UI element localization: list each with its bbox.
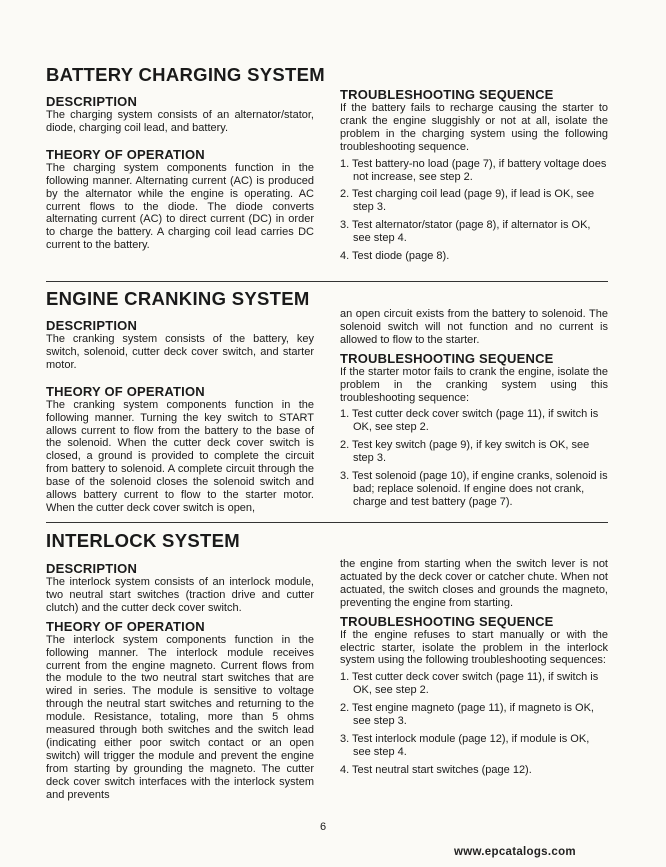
battery-description-text: The charging system consists of an alternator/stator, diode, charging coil lead, and battery. — [46, 109, 314, 134]
interlock-theory-text: The interlock system components function in the following manner. The interlock module receives current from the engine magneto. Current flows from the module to the two neutral start switches that are wired in series. The module is sensitive to voltage through the neutral start switches and returning to the module. Resistance, totaling, more than 5 ohms measured through both switches and the switch lead (indicating either poor switch contact or an open switch) will trigger the module and prevent the engine from starting by grounding the magneto. The cutter deck cover switch interfaces with the interlock system and prevents — [46, 633, 314, 801]
cranking-theory-text: The cranking system components function in the following manner. Turning the key switch to START allows current to flow from the battery to the base of the solenoid. When the cutter deck cover switch is closed, a ground is provided to complete the circuit from battery to solenoid. A complete circuit through the base of the solenoid closes the solenoid switch and allows battery current to flow to the starter motor. When the cutter deck cover switch is open, — [46, 398, 314, 514]
cranking-section-title: ENGINE CRANKING SYSTEM — [46, 288, 310, 309]
list-item: 1. Test battery-no load (page 7), if battery voltage does not increase, see step 2. — [340, 157, 607, 183]
page-number: 6 — [320, 821, 327, 833]
cranking-right-column — [340, 308, 608, 509]
interlock-troubleshooting-intro: If the engine refuses to start manually or with the electric starter, isolate the problem in the interlock system using the following troubleshooting sequences: — [340, 628, 608, 667]
interlock-description-text: The interlock system consists of an interlock module, two neutral start switches (traction drive and cutter clutch) and the cutter deck cover switch. — [46, 576, 314, 614]
list-item: 3. Test interlock module (page 12), if module is OK, see step 4. — [340, 732, 590, 758]
watermark-text: www.epcatalogs.com — [454, 846, 576, 858]
cranking-description-heading: DESCRIPTION — [46, 318, 138, 333]
interlock-theory-continued: the engine from starting when the switch lever is not actuated by the deck cover or catcher chute. When not actuated, the switch closes and grounds the magneto, preventing the engine from starting. — [340, 558, 608, 609]
list-item: 3. Test solenoid (page 10), if engine cranks, solenoid is bad; replace solenoid. If engine does not crank, charge and test battery (page 7). — [340, 470, 608, 508]
battery-theory-heading: THEORY OF OPERATION — [46, 146, 205, 162]
list-item: 3. Test alternator/stator (page 8), if alternator is OK, see step 4. — [340, 219, 591, 245]
cranking-theory-heading: THEORY OF OPERATION — [46, 383, 205, 399]
battery-troubleshooting-intro: If the battery fails to recharge causing the starter to crank the engine sluggishly or not at all, isolate the problem in the charging system using the following troubleshooting sequence. — [340, 102, 608, 153]
battery-steps-list — [340, 158, 608, 263]
battery-right-column — [340, 87, 608, 263]
list-item: 4. Test neutral start switches (page 12). — [340, 763, 532, 776]
list-item: 2. Test charging coil lead (page 9), if lead is OK, see step 3. — [340, 188, 595, 214]
interlock-left-column — [46, 561, 314, 802]
section-divider — [46, 522, 608, 523]
section-divider — [46, 281, 608, 282]
cranking-troubleshooting-intro: If the starter motor fails to crank the engine, isolate the problem in the cranking system using this troubleshooting sequence: — [340, 365, 608, 404]
battery-troubleshooting-heading: TROUBLESHOOTING SEQUENCE — [340, 87, 554, 102]
list-item: 2. Test engine magneto (page 11), if magneto is OK, see step 3. — [340, 702, 594, 728]
interlock-description-heading: DESCRIPTION — [46, 561, 138, 576]
battery-description-heading: DESCRIPTION — [46, 94, 138, 109]
interlock-steps-list — [340, 671, 608, 776]
battery-left-column — [46, 94, 314, 252]
list-item: 2. Test key switch (page 9), if key switch is OK, see step 3. — [340, 439, 590, 465]
cranking-theory-continued: an open circuit exists from the battery to solenoid. The solenoid switch will not function and no current is allowed to flow to the starter. — [340, 308, 608, 346]
list-item: 1. Test cutter deck cover switch (page 11), if switch is OK, see step 2. — [340, 408, 599, 434]
cranking-left-column — [46, 318, 314, 515]
battery-theory-text: The charging system components function in the following manner. Alternating current (AC) is produced by the alternator while the engine is operating. AC current flows to the diode. The diode converts alternating current (AC) to direct current (DC) in order to charge the battery. A charging coil lead carries DC current to the battery. — [46, 161, 314, 252]
interlock-theory-heading: THEORY OF OPERATION — [46, 618, 205, 634]
interlock-right-column — [340, 558, 608, 777]
list-item: 1. Test cutter deck cover switch (page 11), if switch is OK, see step 2. — [340, 671, 599, 697]
cranking-description-text: The cranking system consists of the battery, key switch, solenoid, cutter deck cover switch, and starter motor. — [46, 333, 314, 371]
interlock-section-title: INTERLOCK SYSTEM — [46, 530, 240, 551]
battery-section-title: BATTERY CHARGING SYSTEM — [46, 64, 325, 85]
cranking-steps-list — [340, 408, 608, 508]
cranking-troubleshooting-heading: TROUBLESHOOTING SEQUENCE — [340, 350, 554, 366]
list-item: 4. Test diode (page 8). — [340, 250, 450, 263]
interlock-troubleshooting-heading: TROUBLESHOOTING SEQUENCE — [340, 613, 554, 629]
